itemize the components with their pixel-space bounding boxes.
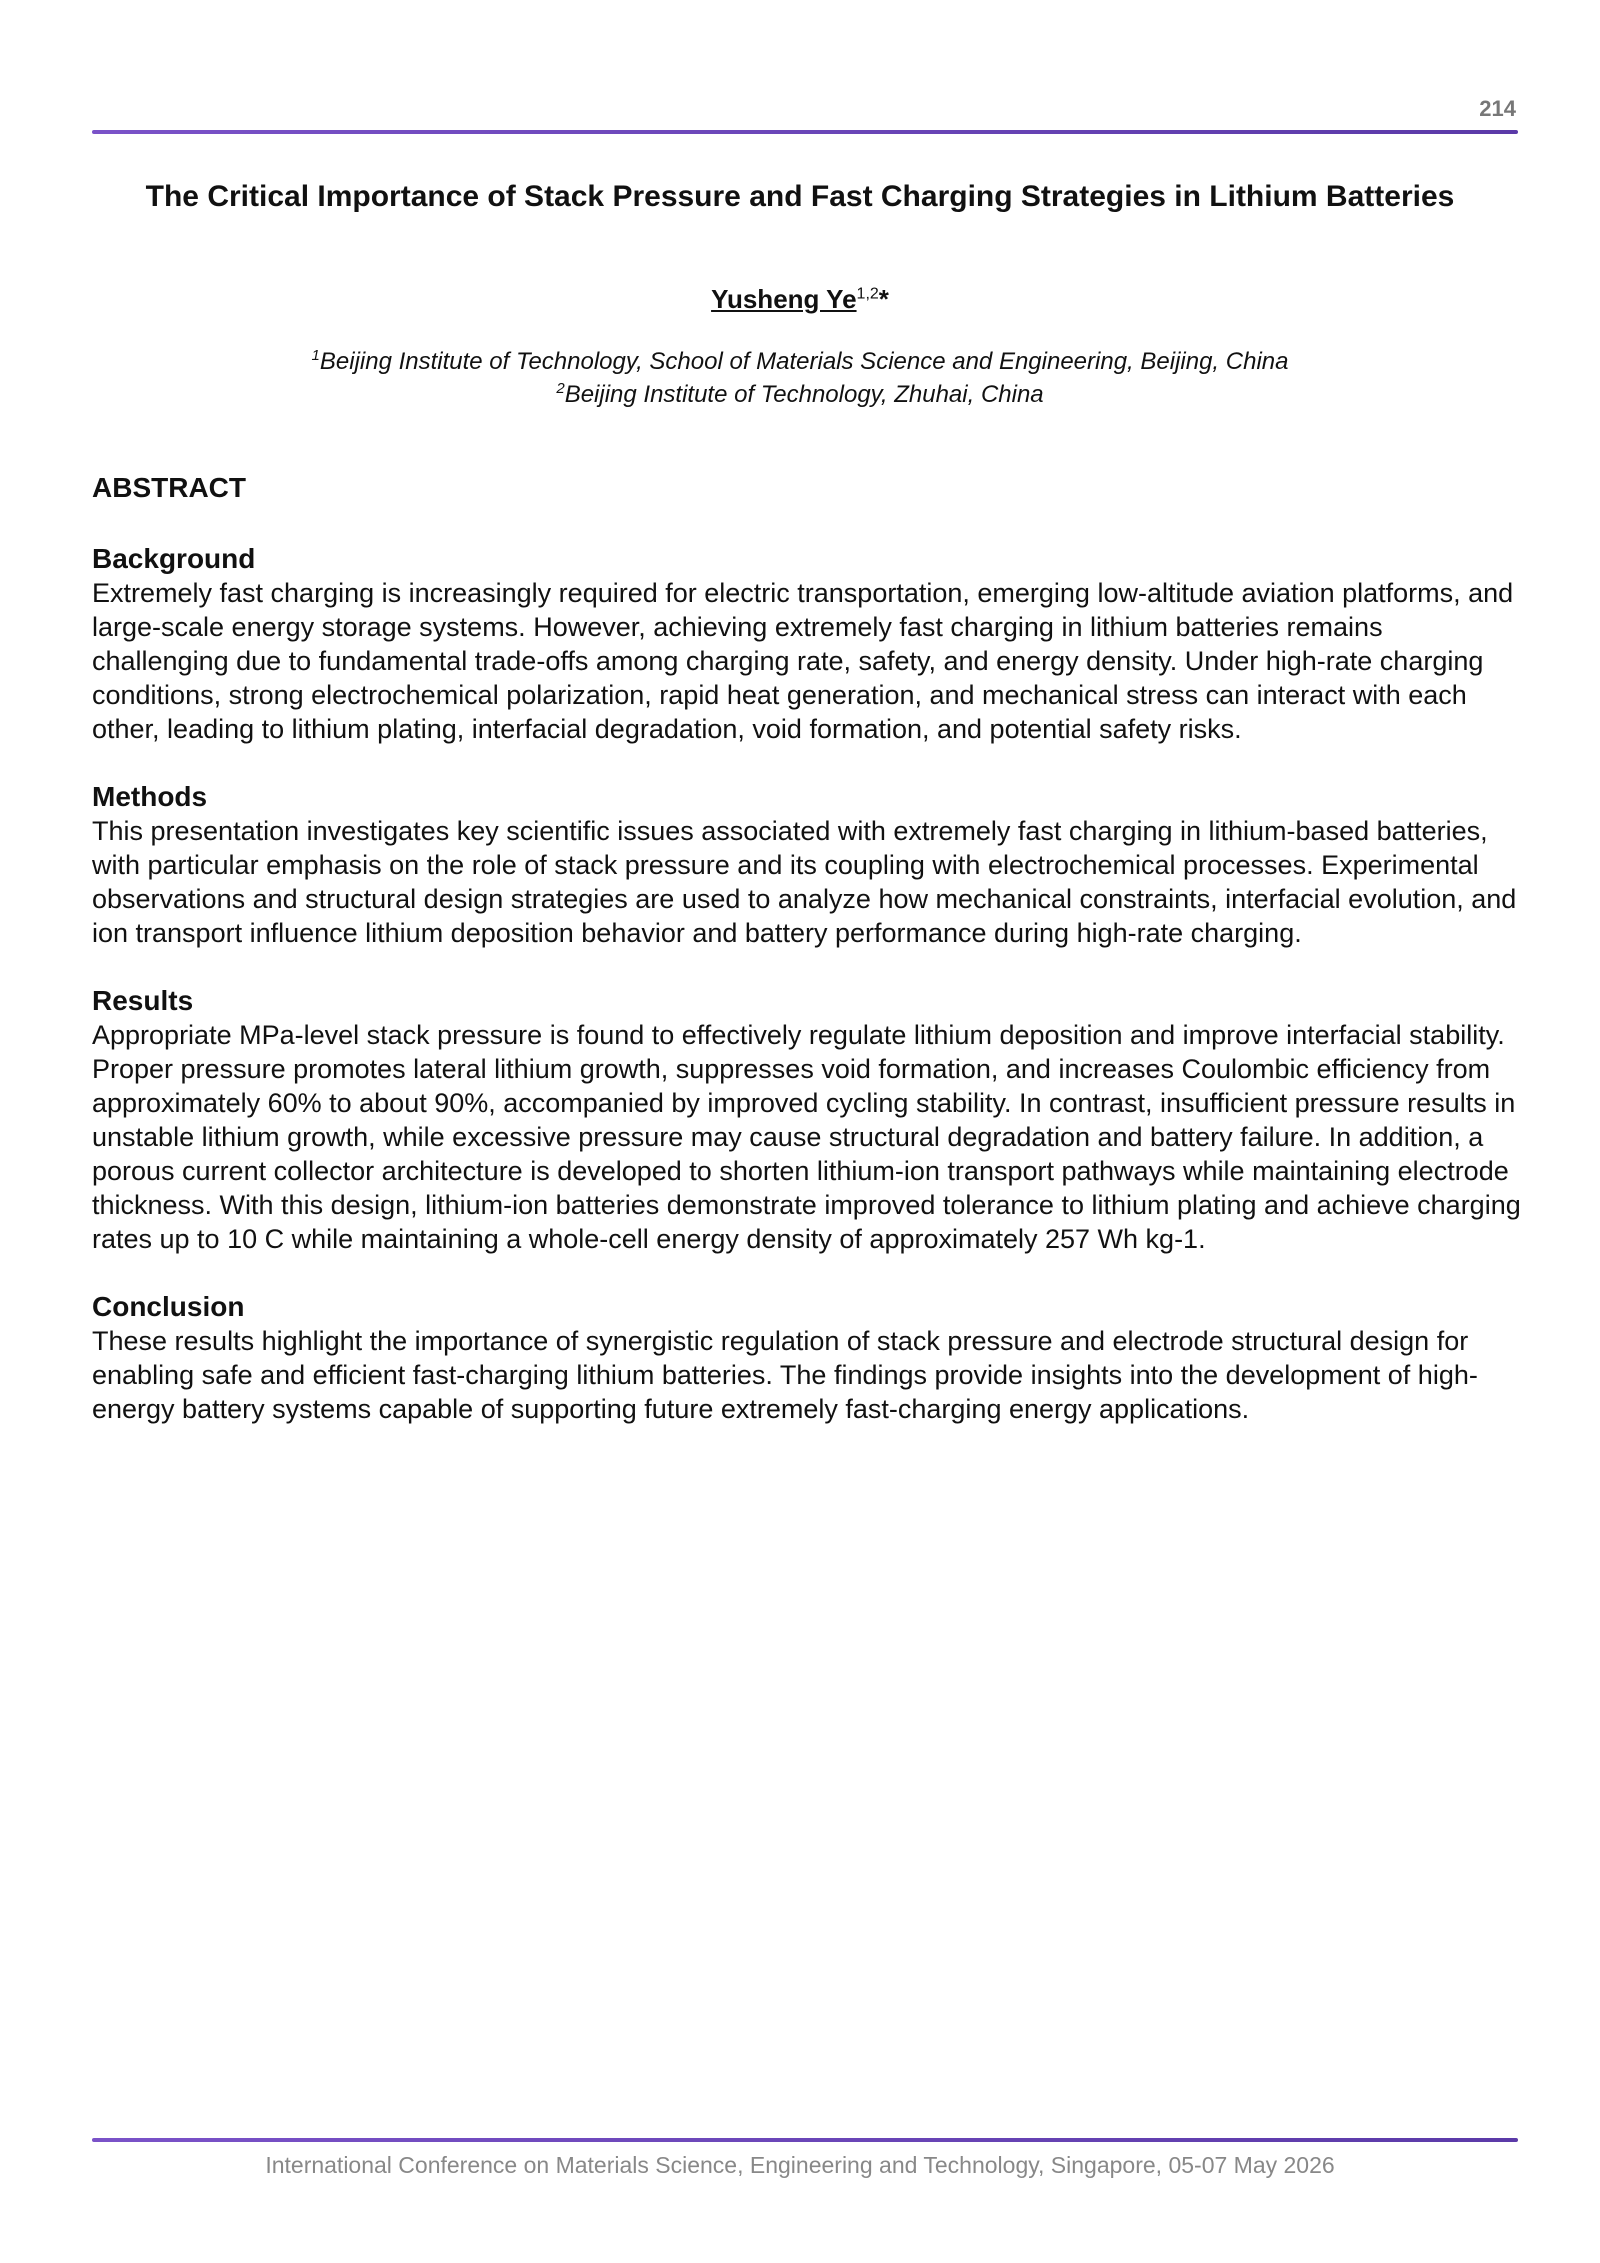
section-background xyxy=(92,542,1522,746)
affiliations xyxy=(0,345,1600,411)
affiliation-2-text: Beijing Institute of Technology, Zhuhai, China xyxy=(564,381,1044,408)
affiliation-2-mark: 2 xyxy=(556,380,565,397)
header-rule xyxy=(92,130,1518,134)
corresponding-author-mark: * xyxy=(878,284,889,314)
section-results xyxy=(92,984,1522,1256)
section-body: These results highlight the importance of synergistic regulation of stack pressure and electrode structural design for enabling safe and efficient fast-charging lithium batteries. The findings provide insights into the development of high-energy battery systems capable of supporting future extremely fast-charging energy applications. xyxy=(92,1326,1478,1424)
paper-title: The Critical Importance of Stack Pressure and Fast Charging Strategies in Lithium Batteries xyxy=(145,180,1455,213)
affiliation-2 xyxy=(0,378,1600,411)
footer-rule xyxy=(92,2138,1518,2142)
author-line xyxy=(0,284,1600,315)
section-body: Extremely fast charging is increasingly required for electric transportation, emerging low-altitude aviation platforms, and large-scale energy storage systems. However, achieving extremely fast charging in lithium batteries remains challenging due to fundamental trade-offs among charging rate, safety, and energy density. Under high-rate charging conditions, strong electrochemical polarization, rapid heat generation, and mechanical stress can interact with each other, leading to lithium plating, interfacial degradation, void formation, and potential safety risks. xyxy=(92,578,1514,744)
section-conclusion xyxy=(92,1290,1522,1426)
section-body: Appropriate MPa-level stack pressure is found to effectively regulate lithium deposition and improve interfacial stability. Proper pressure promotes lateral lithium growth, suppresses void formation, and increases Coulombic efficiency from approximately 60% to about 90%, accompanied by improved cycling stability. In contrast, insufficient pressure results in unstable lithium growth, while excessive pressure may cause structural degradation and battery failure. In addition, a porous current collector architecture is developed to shorten lithium-ion transport pathways while maintaining electrode thickness. With this design, lithium-ion batteries demonstrate improved tolerance to lithium plating and achieve charging rates up to 10 C while maintaining a whole-cell energy density of approximately 257 Wh kg-1. xyxy=(92,1020,1521,1254)
affiliation-1 xyxy=(0,345,1600,378)
section-heading: Conclusion xyxy=(92,1291,245,1322)
section-heading: Methods xyxy=(92,781,208,812)
footer-text: International Conference on Materials Science, Engineering and Technology, Singapore, 05-07 May 2026 xyxy=(265,2152,1335,2178)
page-number: 214 xyxy=(1479,96,1516,121)
affiliation-1-text: Beijing Institute of Technology, School of Materials Science and Engineering, Beijing, China xyxy=(319,348,1289,375)
section-body: This presentation investigates key scientific issues associated with extremely fast charging in lithium-based batteries, with particular emphasis on the role of stack pressure and its coupling with electrochemical processes. Experimental observations and structural design strategies are used to analyze how mechanical constraints, interfacial evolution, and ion transport influence lithium deposition behavior and battery performance during high-rate charging. xyxy=(92,816,1517,948)
section-heading: Results xyxy=(92,985,194,1016)
section-heading: Background xyxy=(92,543,256,574)
affiliation-1-mark: 1 xyxy=(311,347,320,364)
abstract-heading: ABSTRACT xyxy=(92,472,246,503)
section-methods xyxy=(92,780,1522,950)
author-affiliation-marks: 1,2 xyxy=(856,285,879,303)
abstract-sections xyxy=(92,542,1522,1460)
author-name: Yusheng Ye xyxy=(711,284,857,314)
